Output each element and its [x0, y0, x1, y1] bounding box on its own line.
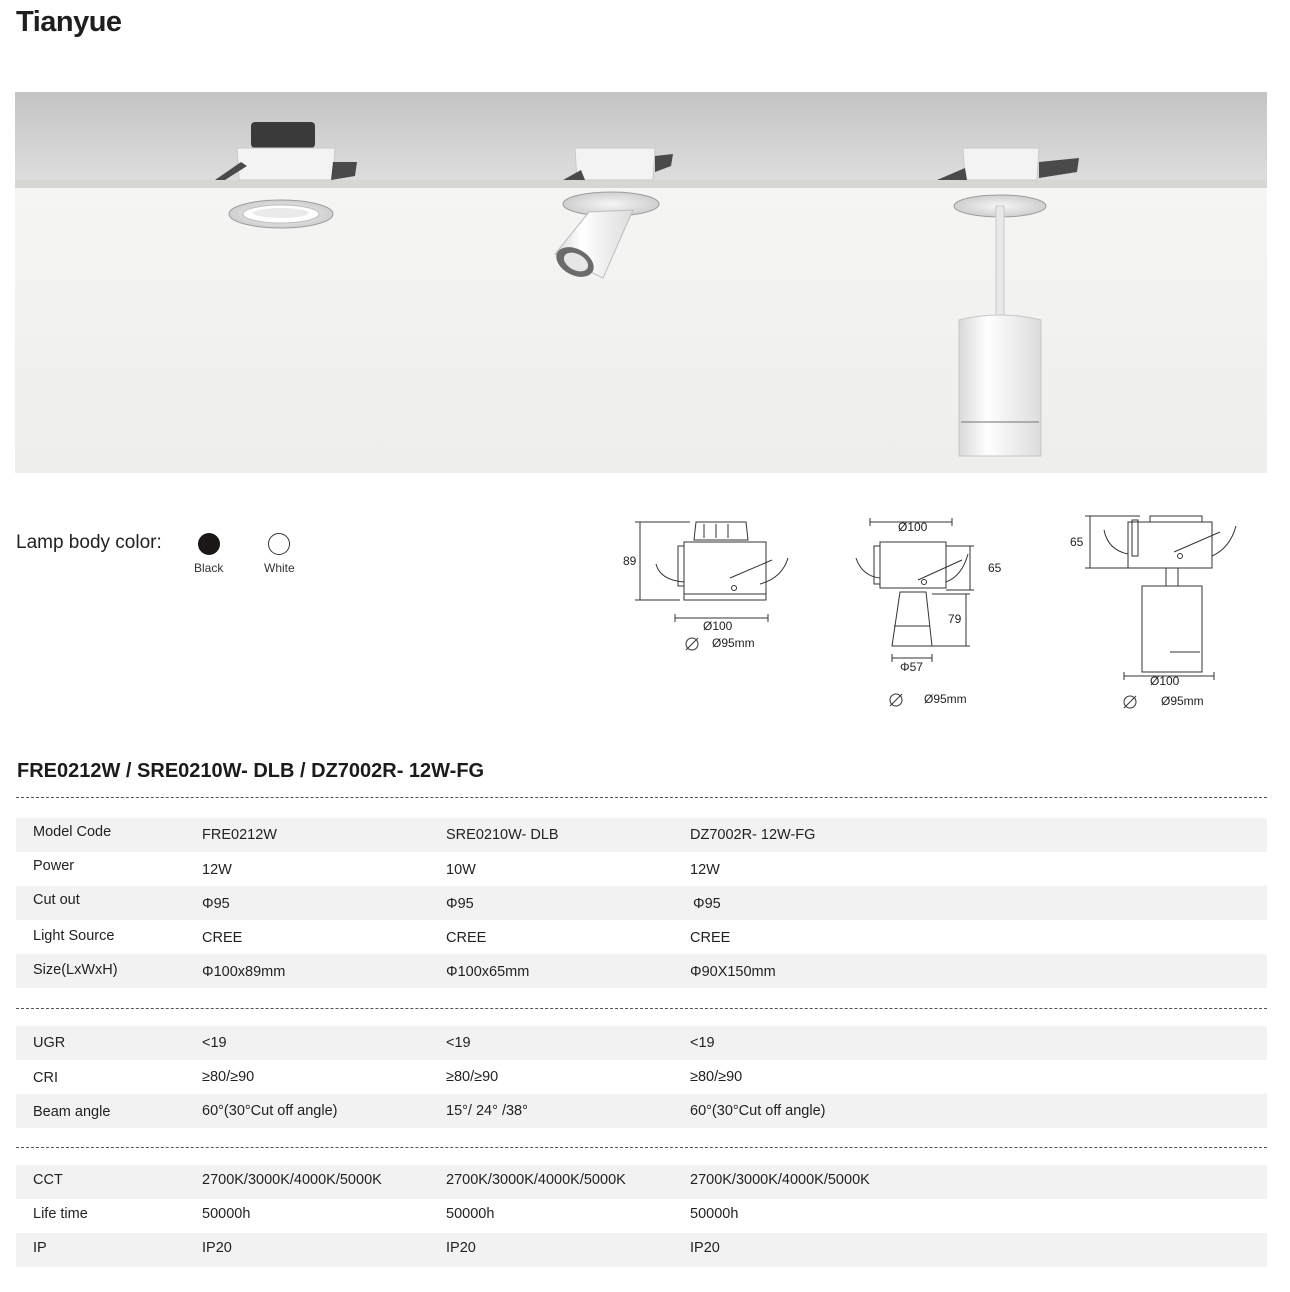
spec-label: CCT [33, 1172, 63, 1188]
spec-value: IP20 [202, 1240, 232, 1256]
divider [16, 1008, 1267, 1009]
dim-diameter-100: Ø100 [1150, 674, 1180, 688]
spec-row-model-code [16, 818, 1267, 852]
divider [16, 797, 1267, 798]
spec-value: Φ90X150mm [690, 964, 776, 980]
black-color-swatch[interactable] [198, 533, 220, 555]
spec-value: ≥80/≥90 [446, 1069, 499, 1085]
spec-value: 12W [202, 862, 232, 878]
dim-head-79: 79 [948, 612, 962, 626]
spec-value: FRE0212W [202, 827, 277, 843]
spec-label: CRI [33, 1070, 58, 1086]
spec-row-cri [16, 1060, 1267, 1094]
dim-diameter-100: Ø100 [703, 619, 733, 633]
spec-value: 50000h [446, 1206, 495, 1222]
dim-cutout-95: Ø95mm [1161, 694, 1204, 708]
spec-value: SRE0210W- DLB [446, 827, 559, 843]
spec-value: DZ7002R- 12W-FG [690, 827, 816, 843]
spec-value: 60°(30°Cut off angle) [690, 1103, 826, 1119]
product-hero-image [15, 92, 1267, 473]
spec-value: Φ95 [693, 896, 721, 912]
dim-height-65: 65 [1070, 535, 1084, 549]
spec-value: 50000h [690, 1206, 739, 1222]
spec-value: 60°(30°Cut off angle) [202, 1103, 338, 1119]
lamp-body-color-label: Lamp body color: [16, 532, 162, 553]
spec-label: Cut out [33, 892, 80, 908]
spec-row-power [16, 852, 1267, 886]
spec-value: CREE [202, 930, 243, 946]
spec-value: 2700K/3000K/4000K/5000K [202, 1172, 382, 1188]
dim-cutout-95: Ø95mm [924, 692, 967, 706]
dim-height-65: 65 [988, 561, 1002, 575]
spec-row-ugr [16, 1026, 1267, 1060]
spec-value: 2700K/3000K/4000K/5000K [446, 1172, 626, 1188]
white-color-swatch[interactable] [268, 533, 290, 555]
dimension-drawing-fre0212w [620, 518, 800, 658]
spec-label: Beam angle [33, 1104, 111, 1120]
spec-value: <19 [446, 1035, 471, 1051]
spec-value: Φ95 [202, 896, 230, 912]
product-title: FRE0212W / SRE0210W- DLB / DZ7002R- 12W-FG [17, 760, 485, 782]
spec-table-optical [16, 1026, 1267, 1128]
spec-value: IP20 [690, 1240, 720, 1256]
spec-value: 2700K/3000K/4000K/5000K [690, 1172, 870, 1188]
white-swatch-caption: White [264, 561, 295, 575]
spec-label: UGR [33, 1035, 66, 1051]
dimension-drawing-sre0210w [850, 518, 1010, 708]
dimension-drawing-dz7002r [1070, 512, 1250, 712]
spec-table-general [16, 818, 1267, 988]
spec-value: <19 [690, 1035, 715, 1051]
spec-value: CREE [446, 930, 487, 946]
spec-row-life-time [16, 1199, 1267, 1233]
dim-top-100: Ø100 [898, 520, 928, 534]
spec-row-cut-out [16, 886, 1267, 920]
spec-row-ip [16, 1233, 1267, 1267]
spec-label: Model Code [33, 824, 112, 840]
spec-value: IP20 [446, 1240, 476, 1256]
spec-label: Power [33, 858, 75, 874]
spec-label: Size(LxWxH) [33, 962, 118, 978]
spec-row-cct [16, 1165, 1267, 1199]
brand-logo: Tianyue [16, 6, 122, 38]
dim-cutout-95: Ø95mm [712, 636, 755, 650]
spec-value: Φ95 [446, 896, 474, 912]
spec-label: Light Source [33, 928, 115, 944]
spec-row-beam-angle [16, 1094, 1267, 1128]
spec-value: CREE [690, 930, 731, 946]
spec-value: ≥80/≥90 [202, 1069, 255, 1085]
spec-value: 15°/ 24° /38° [446, 1103, 528, 1119]
dim-bottom-57: Φ57 [900, 660, 923, 674]
spec-value: <19 [202, 1035, 227, 1051]
black-swatch-caption: Black [194, 561, 224, 575]
spec-label: IP [33, 1240, 47, 1256]
spec-row-light-source [16, 920, 1267, 954]
spec-value: Φ100x65mm [446, 964, 530, 980]
divider [16, 1147, 1267, 1148]
spec-value: 50000h [202, 1206, 251, 1222]
dim-height-89: 89 [623, 554, 637, 568]
spec-row-size [16, 954, 1267, 988]
spec-label: Life time [33, 1206, 88, 1222]
spec-value: 10W [446, 862, 476, 878]
spec-value: ≥80/≥90 [690, 1069, 743, 1085]
spec-table-other [16, 1165, 1267, 1267]
spec-value: Φ100x89mm [202, 964, 286, 980]
spec-value: 12W [690, 862, 720, 878]
